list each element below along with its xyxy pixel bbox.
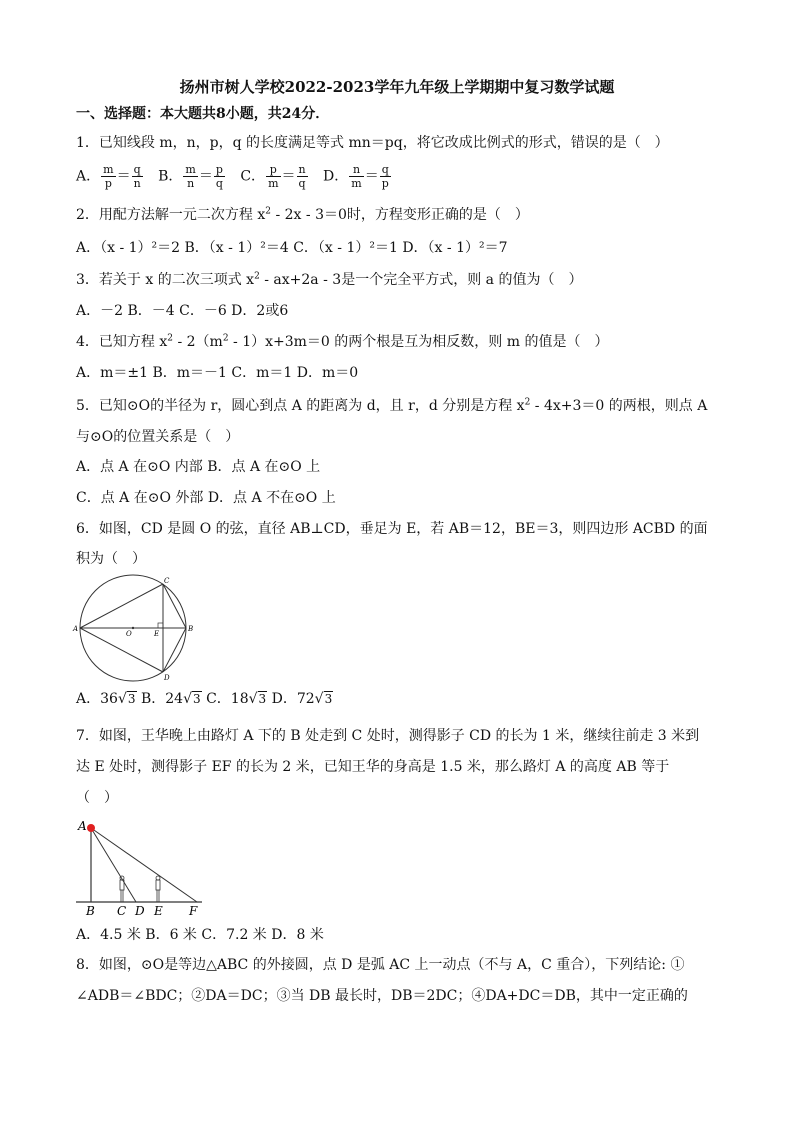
question-3-stem: 3．若关于 x 的二次三项式 $x^2 - ax+2a - 3$是一个完全平方式，则 a 的值为（ ） bbox=[76, 271, 583, 288]
label-a: A bbox=[73, 625, 79, 633]
label-b: B bbox=[86, 904, 95, 918]
question-1-options bbox=[76, 163, 402, 190]
question-7-stem-line1: 7．如图，王华晚上由路灯 A 下的 B 处走到 C 处时，测得影子 CD 的长为 1 米，继续往前走 3 米到 bbox=[76, 728, 700, 744]
question-7-stem-line3: （ ） bbox=[76, 790, 118, 806]
center-point bbox=[132, 627, 134, 629]
light-ray-to-d bbox=[91, 828, 136, 902]
question-4-options: A．m＝±1 B．m＝－1 C．m＝1 D．m＝0 bbox=[76, 365, 359, 381]
label-d: D bbox=[164, 674, 170, 682]
label-b: B bbox=[188, 625, 194, 633]
segment-ad bbox=[80, 628, 163, 672]
page-title: 扬州市树人学校2022-2023学年九年级上学期期中复习数学试题 bbox=[179, 78, 615, 96]
label-d: D bbox=[135, 904, 145, 918]
person-at-c-icon bbox=[120, 876, 124, 902]
option-a: A． $\frac{m}{p}$ ＝ $\frac{q}{n}$ bbox=[76, 163, 141, 190]
right-angle-mark bbox=[158, 623, 163, 628]
question-7-options: A．4.5 米 B．6 米 C．7.2 米 D．8 米 bbox=[76, 927, 324, 943]
person-at-e-icon bbox=[156, 876, 160, 902]
question-2-options: A．（x - 1）²＝2 B．（x - 1）²＝4 C．（x - 1）²＝1 D．（x - 1）²＝7 bbox=[76, 240, 508, 256]
question-4-stem: 4．已知方程 $x^2 - 2(m^2 - 1)x+3m=0$ 的两个根是互为相反数，则 m 的值是（ ） bbox=[76, 333, 609, 350]
label-o: O bbox=[126, 630, 132, 638]
option-b: B． $\frac{m}{n}$ ＝ $\frac{p}{q}$ bbox=[158, 163, 223, 190]
fraction: $\frac{m}{n}$ bbox=[185, 163, 196, 190]
question-8-stem-line1: 8．如图，⊙O是等边△ABC 的外接圆，点 D 是弧 AC 上一动点（不与 A，C 重合），下列结论: ① bbox=[76, 957, 685, 973]
fraction: $\frac{n}{q}$ bbox=[298, 163, 306, 190]
label-c: C bbox=[164, 577, 170, 585]
fraction: $\frac{q}{p}$ bbox=[381, 163, 389, 190]
label-f: F bbox=[189, 904, 198, 918]
segment-bc bbox=[163, 584, 186, 628]
question-7-stem-line2: 达 E 处时，测得影子 EF 的长为 2 米，已知王华的身高是 1.5 米，那么路灯 A 的高度 AB 等于 bbox=[76, 759, 670, 775]
sqrt: √3 bbox=[248, 691, 267, 707]
question-6-options: A．36√3 B．24√3 C．18√3 D．72√3 bbox=[76, 691, 333, 707]
light-ray-to-f bbox=[91, 828, 197, 902]
circle-chord-figure bbox=[70, 574, 200, 684]
question-2-stem: 2．用配方法解一元二次方程 $x^2 - 2x - 3=0$时，方程变形正确的是（ ） bbox=[76, 206, 529, 223]
question-8-stem-line2: ∠ADB＝∠BDC；②DA＝DC；③当 DB 最长时，DB＝2DC；④DA+DC＝DB，其中一定正确的 bbox=[76, 988, 688, 1004]
question-6-stem-line1: 6．如图，CD 是圆 O 的弦，直径 AB⊥CD，垂足为 E，若 AB＝12，BE＝3，则四边形 ACBD 的面 bbox=[76, 521, 708, 537]
option-c: C． $\frac{p}{m}$ ＝ $\frac{n}{q}$ bbox=[240, 163, 306, 190]
segment-bd bbox=[163, 628, 186, 672]
question-1-stem: 1．已知线段 m，n，p，q 的长度满足等式 mn＝pq，将它改成比例式的形式，错误的是（ ） bbox=[76, 135, 669, 151]
segment-ac bbox=[80, 584, 163, 628]
sqrt: √3 bbox=[117, 691, 136, 707]
sqrt: √3 bbox=[314, 691, 333, 707]
sqrt: √3 bbox=[183, 691, 201, 707]
fraction: $\frac{m}{p}$ bbox=[103, 163, 114, 190]
option-d: D． $\frac{n}{m}$ ＝ $\frac{q}{p}$ bbox=[323, 163, 389, 190]
question-5-options-cd: C．点 A 在⊙O 外部 D．点 A 不在⊙O 上 bbox=[76, 490, 336, 506]
question-5-stem-line1: 5．已知⊙O的半径为 r，圆心到点 A 的距离为 d，且 r，d 分别是方程 $x^2 - 4x+3=0$ 的两根，则点 A bbox=[76, 397, 708, 414]
fraction: $\frac{p}{m}$ bbox=[268, 163, 279, 190]
fraction: $\frac{n}{m}$ bbox=[351, 163, 362, 190]
label-c: C bbox=[117, 904, 127, 918]
label-e: E bbox=[154, 904, 163, 918]
label-e: E bbox=[154, 630, 160, 638]
fraction: $\frac{p}{q}$ bbox=[215, 163, 223, 190]
street-lamp-figure bbox=[74, 818, 204, 918]
section-heading: 一、选择题：本大题共8小题，共24分． bbox=[76, 106, 330, 122]
question-3-options: A．－2 B．－4 C．－6 D．2或6 bbox=[76, 303, 289, 319]
label-a: A bbox=[78, 819, 87, 833]
question-6-stem-line2: 积为（ ） bbox=[76, 551, 146, 567]
fraction: $\frac{q}{n}$ bbox=[133, 163, 141, 190]
lamp-icon bbox=[87, 824, 95, 832]
question-5-options-ab: A．点 A 在⊙O 内部 B．点 A 在⊙O 上 bbox=[76, 459, 321, 475]
question-5-stem-line2: 与⊙O的位置关系是（ ） bbox=[76, 429, 240, 445]
